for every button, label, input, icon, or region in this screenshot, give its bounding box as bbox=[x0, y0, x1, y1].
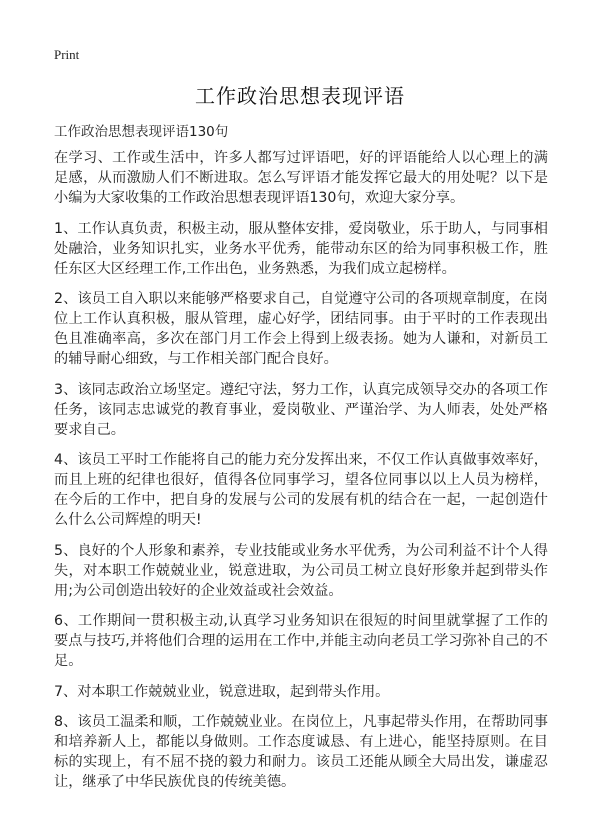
comment-item-4: 4、该员工平时工作能将自己的能力充分发挥出来，不仅工作认真做事效率好，而且上班的纪律也很好，值得各位同事学习，望各位同事以以上人员为榜样，在今后的工作中，把自身的发展与公司的发展有机的结合在一起，一起创造什么什么公司辉煌的明天! bbox=[54, 452, 548, 528]
comment-item-3: 3、该同志政治立场坚定。遵纪守法，努力工作，认真完成领导交办的各项工作任务，该同志忠诚党的教育事业，爱岗敬业、严谨治学、为人师表，处处严格要求自己。 bbox=[54, 381, 548, 438]
comment-item-5: 5、良好的个人形象和素养，专业技能或业务水平优秀，为公司利益不计个人得失，对本职工作兢兢业业，锐意进取，为公司员工树立良好形象并起到带头作用;为公司创造出较好的企业效益或社会效益。 bbox=[54, 542, 548, 599]
document-subtitle: 工作政治思想表现评语130句 bbox=[54, 124, 229, 140]
comment-item-7: 7、对本职工作兢兢业业，锐意进取，起到带头作用。 bbox=[54, 683, 390, 700]
print-label: Print bbox=[54, 47, 80, 62]
comment-item-2: 2、该员工自入职以来能够严格要求自己，自觉遵守公司的各项规章制度，在岗位上工作认真积极，服从管理，虚心好学，团结同事。由于平时的工作表现出色且准确率高，多次在部门月工作会上得到上级表扬。她为人谦和，对新员工的辅导耐心细致，与工作相关部门配合良好。 bbox=[54, 291, 548, 367]
comment-item-6: 6、工作期间一贯积极主动,认真学习业务知识在很短的时间里就掌握了工作的要点与技巧,并将他们合理的运用在工作中,并能主动向老员工学习弥补自己的不足。 bbox=[54, 613, 548, 669]
comment-item-8: 8、该员工温柔和顺，工作兢兢业业。在岗位上，凡事起带头作用，在帮助同事和培养新人上，都能以身做则。工作态度诚恳、有上进心，能坚持原则。在目标的实现上，有不屈不挠的毅力和耐力。该员工还能从顾全大局出发，谦虚忍让，继承了中华民族优良的传统美德。 bbox=[54, 714, 548, 790]
page-title: 工作政治思想表现评语 bbox=[195, 84, 405, 108]
intro-paragraph: 在学习、工作或生活中，许多人都写过评语吧，好的评语能给人以心理上的满足感，从而激励人们不断进取。怎么写评语才能发挥它最大的用处呢？以下是小编为大家收集的工作政治思想表现评语130句，欢迎大家分享。 bbox=[54, 150, 548, 206]
document-body bbox=[54, 148, 548, 803]
comment-item-1: 1、工作认真负责，积极主动，服从整体安排，爱岗敬业，乐于助人，与同事相处融洽，业务知识扎实，业务水平优秀，能带动东区的给为同事积极工作，胜任东区大区经理工作,工作出色，业务熟悉，为我们成立起榜样。 bbox=[54, 220, 548, 277]
